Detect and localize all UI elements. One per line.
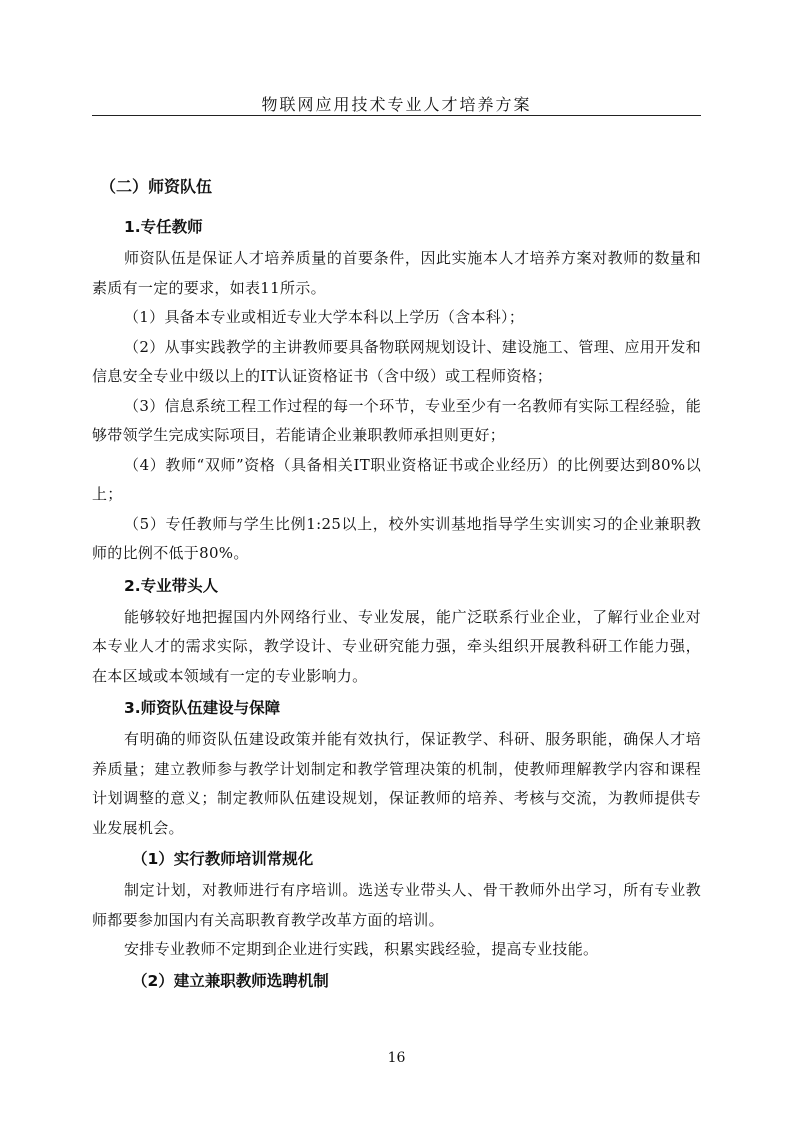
document-body [92, 170, 701, 998]
running-header: 物联网应用技术专业人才培养方案 [261, 95, 532, 114]
requirement-item: （4）教师“双师”资格（具备相关IT职业资格证书或企业经历）的比例要达到80%以上； [92, 455, 701, 503]
section-heading: （二）师资队伍 [100, 177, 213, 196]
requirement-item: （5）专任教师与学生比例1:25以上，校外实训基地指导学生实训实习的企业兼职教师的比例不低于80%。 [92, 514, 701, 562]
paragraph: 制定计划，对教师进行有序培训。选送专业带头人、骨干教师外出学习，所有专业教师都要参加国内有关高职教育教学改革方面的培训。 [92, 881, 701, 929]
item-heading-training: （1）实行教师培训常规化 [132, 850, 314, 868]
requirement-item: （1）具备本专业或相近专业大学本科以上学历（含本科）； [124, 308, 525, 326]
header-rule [92, 115, 701, 116]
requirement-item: （2）从事实践教学的主讲教师要具备物联网规划设计、建设施工、管理、应用开发和信息安全专业中级以上的IT认证资格证书（含中级）或工程师资格； [92, 337, 701, 385]
subsection-heading-faculty-development: 3.师资队伍建设与保障 [124, 699, 281, 717]
paragraph: 安排专业教师不定期到企业进行实践，积累实践经验，提高专业技能。 [124, 940, 599, 958]
subsection-heading-program-leader: 2.专业带头人 [124, 576, 219, 595]
subsection-heading-full-time-teachers: 1.专任教师 [124, 218, 203, 236]
item-heading-part-time-hiring: （2）建立兼职教师选聘机制 [132, 971, 329, 990]
paragraph: 有明确的师资队伍建设政策并能有效执行，保证教学、科研、服务职能，确保人才培养质量；建立教师参与教学计划制定和教学管理决策的机制，使教师理解教学内容和课程计划调整的意义；制定教师队伍建设规划，保证教师的培养、考核与交流，为教师提供专业发展机会。 [92, 730, 701, 837]
paragraph: 能够较好地把握国内外网络行业、专业发展，能广泛联系行业企业，了解行业企业对本专业人才的需求实际，教学设计、专业研究能力强，牵头组织开展教科研工作能力强，在本区域或本领域有一定的专业影响力。 [92, 607, 701, 685]
requirement-item: （3）信息系统工程工作过程的每一个环节，专业至少有一名教师有实际工程经验，能够带领学生完成实际项目，若能请企业兼职教师承担则更好； [92, 396, 701, 444]
paragraph: 师资队伍是保证人才培养质量的首要条件，因此实施本人才培养方案对教师的数量和素质有一定的要求，如表11所示。 [92, 249, 701, 297]
page-number: 16 [387, 1050, 406, 1066]
